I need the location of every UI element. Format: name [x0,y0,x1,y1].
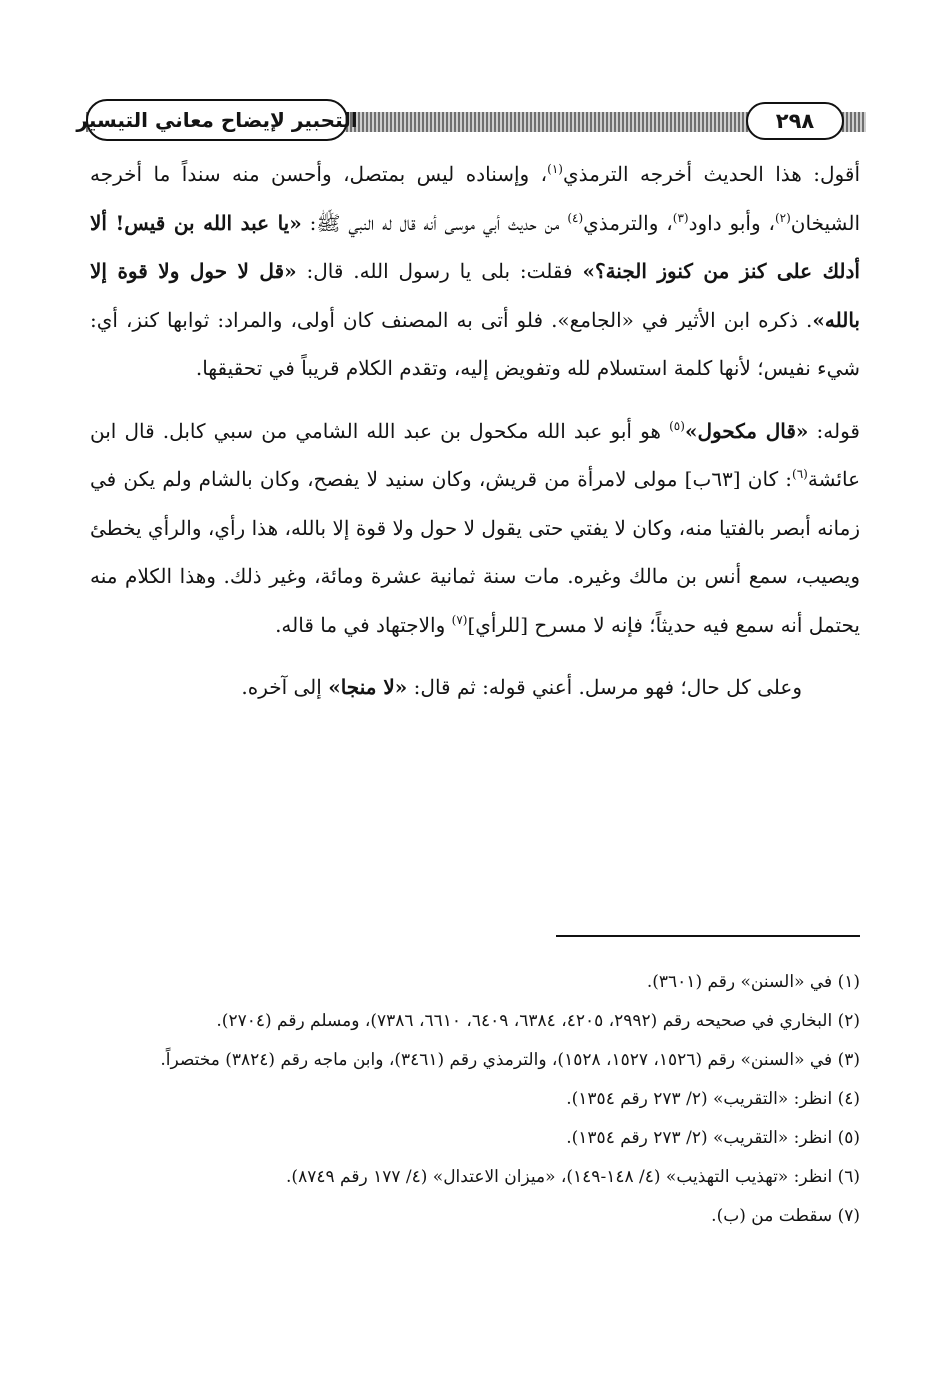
footnote-ref: (٦) [792,467,808,481]
footnote-4: (٤) انظر: «التقريب» (٢/ ٢٧٣ رقم ١٣٥٤). [566,1089,860,1109]
quoted-phrase: «قال مكحول» [684,418,809,443]
footnote-ref: (٤) [567,210,584,225]
footnote-ref: (٣) [672,210,689,225]
text-run: أقول: هذا الحديث أخرجه الترمذي [562,162,860,186]
footnote-5: (٥) انظر: «التقريب» (٢/ ٢٧٣ رقم ١٣٥٤). [566,1128,860,1148]
paragraph-3 [90,663,860,712]
footnote-7: (٧) سقطت من (ب). [711,1206,860,1226]
main-text [90,150,860,712]
text-run: ، وأبو داود [688,210,775,235]
footnote-ref: (٥) [669,418,685,433]
book-title-frame [76,99,358,141]
text-run: وعلى كل حال؛ فهو مرسل. أعني قوله: ثم قال: [407,675,802,699]
text-run: . ذكره ابن الأثير في «الجامع». فلو أتى به المصنف كان أولى، والمراد: ثوابها كنز، أي: شيء نفيس؛ لأنها كلمة استسلام لله وتفويض إليه، وتقدم الكلام قريباً في تحقيقها. [90,307,860,380]
book-title: التحبير لإيضاح معاني التيسير [76,108,358,132]
footnote-ref: (٧) [451,612,468,627]
footnote-3: (٣) في «السنن» رقم (١٥٢٦، ١٥٢٧، ١٥٢٨)، والترمذي رقم (٣٤٦١)، وابن ماجه رقم (٣٨٢٤) مختصراً. [160,1050,860,1070]
text-run: من حديث أبي موسى أنه قال له النبي ﷺ: [301,210,568,235]
text-run: والاجتهاد في ما قاله. [275,612,452,637]
footnote-ref: (١) [547,162,563,176]
text-run: فقلت: بلى يا رسول الله. قال: [296,259,583,283]
footnote-6: (٦) انظر: «تهذيب التهذيب» (٤/ ١٤٨-١٤٩)، «ميزان الاعتدال» (٤/ ١٧٧ رقم ٨٧٤٩). [286,1167,860,1187]
text-run: هو أبو عبد الله مكحول بن عبد الله الشامي من سبي كابل. قال ابن عائشة [90,418,861,491]
text-run: إلى آخره. [241,675,329,699]
text-run: قوله: [808,418,860,443]
hadith-quote: «قل لا حول ولا قوة إلا بالله» [90,259,860,332]
text-run: ، والترمذي [583,210,673,235]
text-run: ، وإسناده ليس بمتصل، وأحسن منه سنداً ما أخرجه الشيخان [90,162,861,235]
footnote-ref: (٢) [774,210,791,225]
hadith-quote: «يا عبد الله بن قيس! ألا أدلك على كنز من كنوز الجنة؟» [90,210,860,283]
paragraph-1 [90,150,860,393]
footnote-1: (١) في «السنن» رقم (٣٦٠١). [646,972,860,992]
page-number: ٢٩٨ [775,109,815,133]
paragraph-2 [90,407,860,650]
footnote-separator [556,935,860,937]
quoted-phrase: «لا منجا» [328,675,408,699]
footnotes [90,963,860,1236]
text-run: : كان [٦٣ب] مولى لامرأة من قريش، وكان سنيد لا يفصح، وكان بالشام ولم يكن في زمانه أبصر بالفتيا منه، وكان لا يفتي حتى يقول لا حول ولا قوة إلا بالله، هذا رأي، والرأي يخطئ ويصيب، سمع أنس بن مالك وغيره. مات سنة ثمانية عشرة ومائة، وغير ذلك. وهذا الكلام منه يحتمل أنه سمع فيه حديثاً؛ فإنه لا مسرح [للرأي] [90,467,860,637]
running-header [76,98,866,148]
page-number-frame [746,102,844,140]
footnote-2: (٢) البخاري في صحيحه رقم (٢٩٩٢، ٤٢٠٥، ٦٣٨٤، ٦٤٠٩، ٦٦١٠، ٧٣٨٦)، ومسلم رقم (٢٧٠٤). [216,1011,860,1031]
